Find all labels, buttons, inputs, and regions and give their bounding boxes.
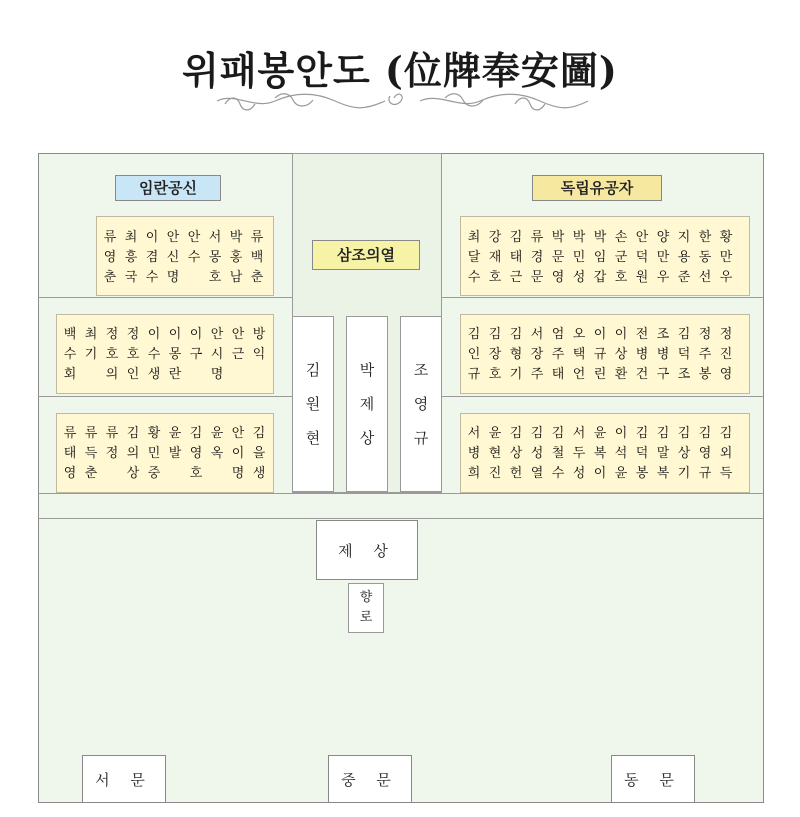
memorial-name: 이 석 윤 [614,426,628,481]
memorial-name: 류 영 춘 [103,230,117,285]
right-row-1-names [464,228,736,288]
pillar-jo-yeonggyu: 조 영 규 [400,316,442,492]
memorial-name: 윤 현 진 [488,426,502,481]
memorial-name: 안 근 [231,327,245,362]
memorial-name: 김 장 호 [488,327,502,382]
memorial-name: 최 기 [84,327,98,362]
left-separator-2 [38,396,292,397]
memorial-name: 서 두 성 [572,426,586,481]
memorial-name: 황 민 중 [147,426,161,481]
memorial-name: 엄 주 태 [551,327,565,382]
right-section-label: 독립유공자 [532,175,662,201]
memorial-name: 김 상 헌 [509,426,523,481]
memorial-name: 최 달 수 [467,230,481,285]
memorial-name: 안 덕 원 [635,230,649,285]
right-separator-1 [442,297,764,298]
memorial-name: 정 진 영 [719,327,733,382]
memorial-name: 지 용 준 [677,230,691,285]
memorial-name: 김 상 기 [677,426,691,481]
right-row-3-names [464,424,736,484]
memorial-name: 이 몽 란 [168,327,182,382]
memorial-name: 박 민 성 [572,230,586,285]
memorial-name: 황 만 우 [719,230,733,285]
memorial-name: 서 병 희 [467,426,481,481]
memorial-name: 강 재 호 [488,230,502,285]
memorial-name: 이 규 린 [593,327,607,382]
memorial-name: 김 철 수 [551,426,565,481]
memorial-name: 류 태 영 [63,426,77,481]
right-separator-2 [442,396,764,397]
memorial-name: 류 백 춘 [250,230,264,285]
memorial-name: 윤 발 [168,426,182,461]
bottom-band [38,493,764,519]
memorial-name: 조 병 구 [656,327,670,382]
left-row-1-names [100,228,267,288]
memorial-name: 김 을 생 [252,426,266,481]
memorial-name: 김 말 복 [656,426,670,481]
memorial-name: 양 만 우 [656,230,670,285]
pillar-park-jesang: 박 제 상 [346,316,388,492]
memorial-name: 정 호 인 [126,327,140,382]
memorial-name: 서 장 주 [530,327,544,382]
middle-gate: 중 문 [328,755,412,803]
memorial-name: 한 동 선 [698,230,712,285]
memorial-name: 이 겸 수 [145,230,159,285]
memorial-name: 정 주 봉 [698,327,712,382]
memorial-name: 김 의 상 [126,426,140,481]
memorial-name: 전 병 건 [635,327,649,382]
memorial-name: 이 상 환 [614,327,628,382]
memorial-name: 김 덕 봉 [635,426,649,481]
memorial-name: 손 군 호 [614,230,628,285]
memorial-name: 백 수 회 [63,327,77,382]
memorial-name: 류 득 춘 [84,426,98,481]
memorial-name: 류 경 문 [530,230,544,285]
west-gate: 서 문 [82,755,166,803]
memorial-name: 박 임 갑 [593,230,607,285]
memorial-name: 오 택 언 [572,327,586,382]
memorial-name: 김 형 기 [509,327,523,382]
left-row-2-names [60,325,269,385]
memorial-name: 윤 복 이 [593,426,607,481]
memorial-name: 박 홍 남 [229,230,243,285]
memorial-name: 안 시 명 [210,327,224,382]
left-row-3-names [60,424,269,484]
right-row-2-names [464,325,736,385]
memorial-name: 안 이 명 [231,426,245,481]
memorial-name: 방 익 [252,327,266,362]
memorial-name: 박 문 영 [551,230,565,285]
center-section-label: 삼조의열 [312,240,420,270]
memorial-name: 김 성 열 [530,426,544,481]
east-gate: 동 문 [611,755,695,803]
memorial-name: 류 정 [105,426,119,461]
memorial-name: 최 흥 국 [124,230,138,285]
memorial-name: 정 호 의 [105,327,119,382]
memorial-name: 이 구 [189,327,203,362]
memorial-name: 이 수 생 [147,327,161,382]
left-separator-1 [38,297,292,298]
memorial-name: 안 신 명 [166,230,180,285]
memorial-name: 김 태 근 [509,230,523,285]
memorial-name: 김 외 득 [719,426,733,481]
memorial-name: 김 영 규 [698,426,712,481]
pillar-kim-wonhyeon: 김 원 현 [292,316,334,492]
memorial-name: 윤 옥 [210,426,224,461]
memorial-name: 김 인 규 [467,327,481,382]
left-section-label: 임란공신 [115,175,221,201]
decorative-ornament-icon [215,90,590,112]
memorial-name: 안 수 [187,230,201,265]
memorial-name: 김 영 호 [189,426,203,481]
altar-table: 제 상 [316,520,418,580]
memorial-name: 서 몽 호 [208,230,222,285]
page-title: 위패봉안도 (位牌奉安圖) [182,48,618,93]
incense-burner: 향 로 [348,583,384,633]
memorial-name: 김 덕 조 [677,327,691,382]
